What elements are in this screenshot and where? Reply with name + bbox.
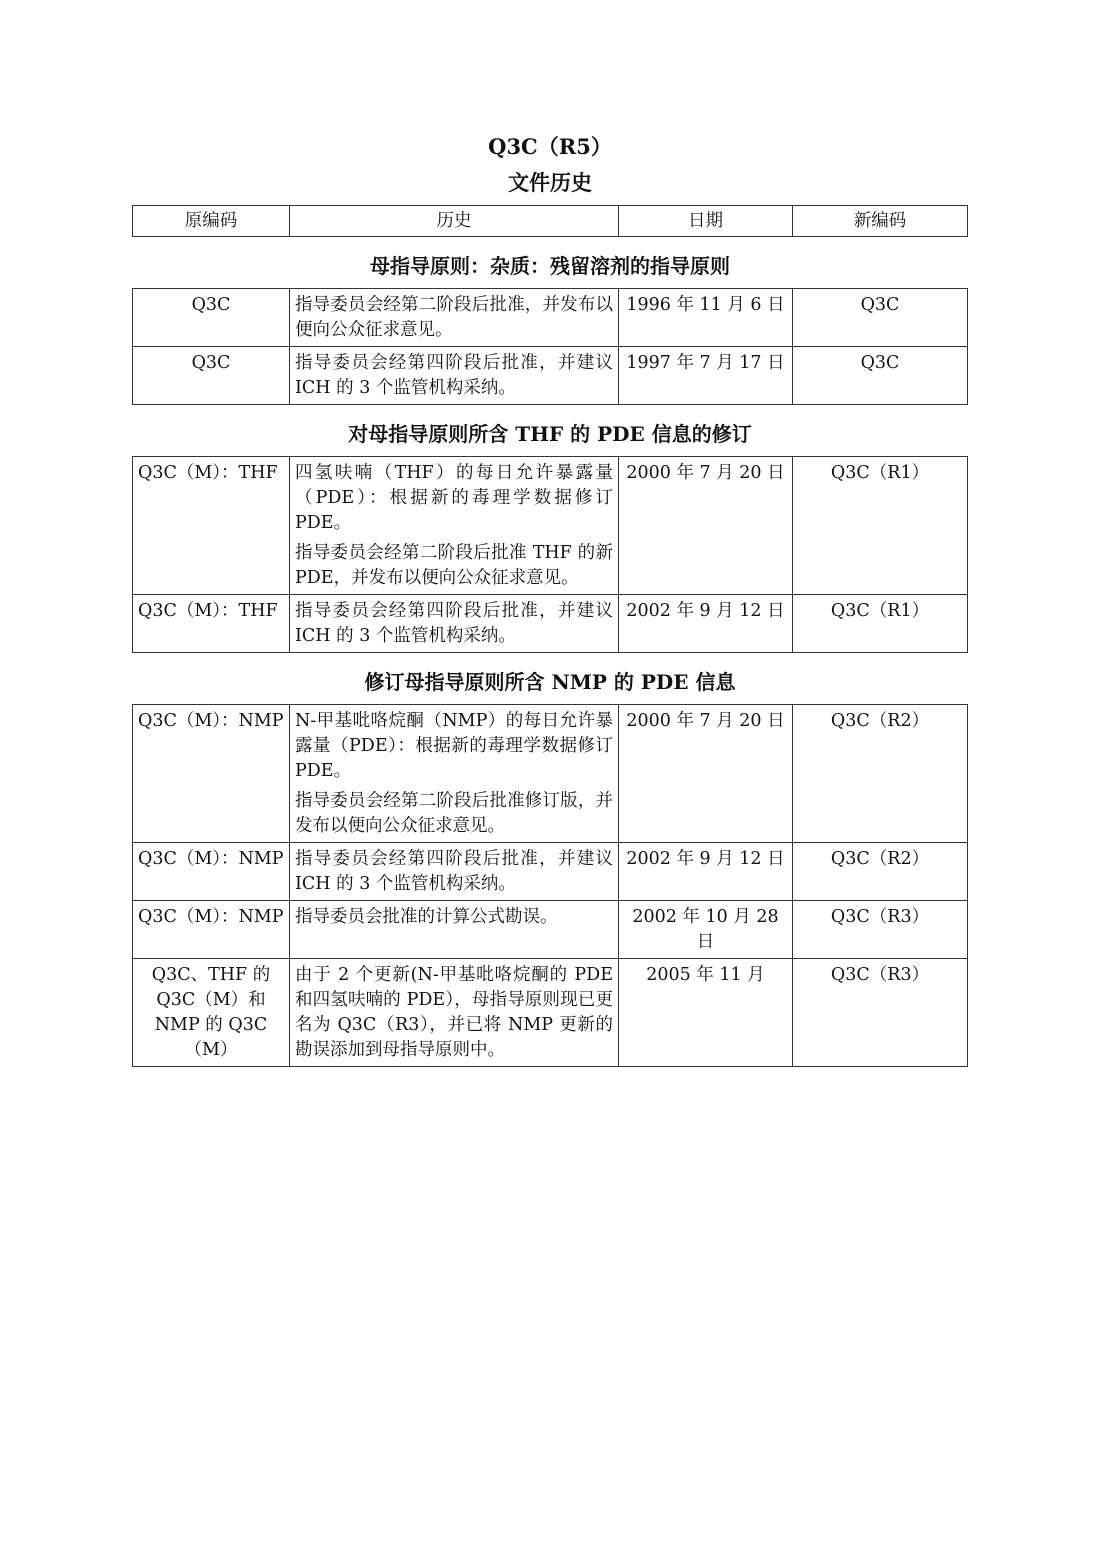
- history-table-header: [132, 205, 968, 237]
- history-paragraph: 指导委员会经第四阶段后批准，并建议 ICH 的 3 个监管机构采纳。: [295, 601, 613, 646]
- original-code-cell: Q3C、THF 的 Q3C（M）和 NMP 的 Q3C（M）: [133, 959, 290, 1067]
- document-subtitle: 文件历史: [508, 170, 592, 195]
- header-original-code: 原编码: [133, 206, 290, 237]
- date-cell: 1997 年 7 月 17 日: [619, 347, 793, 405]
- new-code-cell: Q3C: [793, 289, 968, 347]
- section-heading: 修订母指导原则所含 NMP 的 PDE 信息: [364, 670, 736, 694]
- table-row: [133, 959, 968, 1067]
- history-paragraph: 指导委员会经第二阶段后批准修订版，并发布以便向公众征求意见。: [295, 791, 613, 836]
- original-code-cell: Q3C（M）：THF: [133, 595, 290, 653]
- new-code-cell: Q3C（R1）: [793, 457, 968, 595]
- section-table: [132, 456, 968, 653]
- date-cell: 2005 年 11 月: [619, 959, 793, 1067]
- date-cell: 1996 年 11 月 6 日: [619, 289, 793, 347]
- header-date: 日期: [619, 206, 793, 237]
- history-paragraph: 指导委员会经第二阶段后批准 THF 的新 PDE，并发布以便向公众征求意见。: [295, 543, 613, 588]
- new-code-cell: Q3C: [793, 347, 968, 405]
- original-code-cell: Q3C（M）：THF: [133, 457, 290, 595]
- document-title: Q3C（R5）: [488, 134, 612, 159]
- history-cell: [290, 901, 619, 959]
- header-history: 历史: [290, 206, 619, 237]
- history-cell: [290, 595, 619, 653]
- new-code-cell: Q3C（R1）: [793, 595, 968, 653]
- original-code-cell: Q3C（M）：NMP: [133, 843, 290, 901]
- table-row: [133, 347, 968, 405]
- history-paragraph: 由于 2 个更新(N-甲基吡咯烷酮的 PDE 和四氢呋喃的 PDE），母指导原则现已更名为 Q3C（R3），并已将 NMP 更新的勘误添加到母指导原则中。: [295, 965, 613, 1060]
- table-row: [133, 457, 968, 595]
- original-code-cell: Q3C: [133, 289, 290, 347]
- new-code-cell: Q3C（R3）: [793, 901, 968, 959]
- table-row: [133, 705, 968, 843]
- header-row: [133, 206, 968, 237]
- section-table: [132, 288, 968, 405]
- table-row: [133, 843, 968, 901]
- history-paragraph: 四氢呋喃（THF）的每日允许暴露量（PDE）：根据新的毒理学数据修订 PDE。: [295, 463, 613, 533]
- history-cell: [290, 843, 619, 901]
- header-new-code: 新编码: [793, 206, 968, 237]
- table-row: [133, 289, 968, 347]
- history-paragraph: 指导委员会经第四阶段后批准，并建议 ICH 的 3 个监管机构采纳。: [295, 353, 613, 398]
- history-paragraph: N-甲基吡咯烷酮（NMP）的每日允许暴露量（PDE）：根据新的毒理学数据修订 PDE。: [295, 711, 613, 781]
- history-cell: [290, 457, 619, 595]
- date-cell: 2002 年 9 月 12 日: [619, 843, 793, 901]
- new-code-cell: Q3C（R3）: [793, 959, 968, 1067]
- section-table: [132, 704, 968, 1067]
- date-cell: 2002 年 9 月 12 日: [619, 595, 793, 653]
- table-row: [133, 901, 968, 959]
- original-code-cell: Q3C（M）：NMP: [133, 705, 290, 843]
- history-cell: [290, 705, 619, 843]
- date-cell: 2002 年 10 月 28 日: [619, 901, 793, 959]
- history-cell: [290, 289, 619, 347]
- section-heading: 对母指导原则所含 THF 的 PDE 信息的修订: [348, 422, 752, 446]
- history-paragraph: 指导委员会经第二阶段后批准，并发布以便向公众征求意见。: [295, 295, 613, 340]
- history-paragraph: 指导委员会经第四阶段后批准，并建议 ICH 的 3 个监管机构采纳。: [295, 849, 613, 894]
- new-code-cell: Q3C（R2）: [793, 705, 968, 843]
- new-code-cell: Q3C（R2）: [793, 843, 968, 901]
- original-code-cell: Q3C: [133, 347, 290, 405]
- history-cell: [290, 347, 619, 405]
- section-heading: 母指导原则：杂质：残留溶剂的指导原则: [370, 254, 730, 278]
- history-cell: [290, 959, 619, 1067]
- original-code-cell: Q3C（M）：NMP: [133, 901, 290, 959]
- history-paragraph: 指导委员会批准的计算公式勘误。: [295, 907, 558, 927]
- date-cell: 2000 年 7 月 20 日: [619, 457, 793, 595]
- table-row: [133, 595, 968, 653]
- date-cell: 2000 年 7 月 20 日: [619, 705, 793, 843]
